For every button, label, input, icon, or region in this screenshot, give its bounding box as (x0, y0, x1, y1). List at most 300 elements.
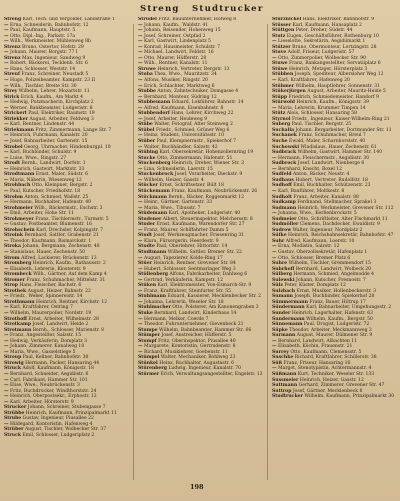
entry-details: Emil, Buchhalter, Schützenstr. 23 (291, 183, 371, 189)
entry-surname: Stübe (138, 122, 153, 128)
entry-details: Karl, Apotheker, Ludgeristr. 40 (167, 211, 241, 217)
entry-surname: Stützer (272, 44, 291, 50)
entry-details: Karl, Kraftfahrer, Ostring 7 (8, 305, 73, 311)
entry-surname: Sudbrack (272, 150, 297, 156)
entry-surname: — (4, 155, 9, 161)
entry-surname: Sümmermann (272, 299, 308, 305)
entry-details: Friedrich, Schmiedemeister, Handorf 9 (287, 94, 379, 100)
entry-surname: — (4, 399, 9, 405)
entry-details: Luise, Wwe., Ringstr. 27 (8, 155, 67, 161)
entry-surname: Stubbendorf (138, 111, 170, 117)
entry-details: Karl, Bauführer, Moltkestr. 8 (276, 188, 345, 194)
entry-details: Bernhard, Landwirt, Wolbeck 20 (294, 266, 372, 272)
entry-surname: — (138, 22, 143, 28)
entry-surname: Styrnol (272, 116, 291, 122)
entry-surname: Stuhlmacher (138, 305, 171, 311)
entry-details: Hermann, Buchhalter, Hafenstr. 40 (8, 200, 92, 206)
entry-surname: Stüken (138, 283, 157, 289)
entry-details: Karl, Gastwirt, Lindenplatz 5 (142, 39, 211, 45)
entry-details: Bernh., Schlosser, Marienstr. 8 (31, 327, 105, 333)
entry-surname: Strüber (4, 427, 24, 433)
entry-surname: — (138, 133, 143, 139)
entry-surname: — (138, 61, 143, 67)
entry-surname: — (272, 39, 277, 45)
entry-surname: — (4, 349, 9, 355)
entry-details: Peter, Dreher, Südstr. 44 (294, 28, 353, 34)
entry-surname: Stüber (138, 139, 156, 145)
entry-details: Maria, Näherin, Wiesenweg 12 (8, 177, 82, 183)
entry-surname: Sudhaus (272, 177, 294, 183)
entry-surname: Sülberg (272, 272, 292, 278)
page-number: 198 (190, 483, 204, 491)
entry-surname: Strohbach (4, 183, 31, 189)
entry-details: Wilh., Gärtner, Auf dem Kamp 4 (31, 272, 107, 278)
entry-surname: Stroka (4, 244, 21, 250)
entry-surname: — (4, 377, 9, 383)
directory-entry (272, 394, 396, 400)
entry-surname: Sunder (272, 310, 291, 316)
entry-surname: — (272, 188, 277, 194)
entry-details: Wladislaus, Hauer, Zechenstr. 61 (299, 144, 377, 150)
entry-surname: Stuke (138, 310, 153, 316)
entry-details: Heinrich, Gastwirt, Marktstr. 33 (8, 166, 85, 172)
directory-column-3 (272, 17, 396, 485)
entry-details: Hans, Schlosser, Weststr. 14 (8, 66, 76, 72)
entry-surname: — (4, 122, 9, 128)
entry-details: August, Tischler, Wolbecker Str. 37 (23, 427, 107, 433)
entry-details: Wilhelm, Tischler, Gremmendorf 15 (287, 261, 371, 267)
entry-details: Walter, Buchhändler, Salzstr. 42 (142, 144, 218, 150)
entry-details: Hugo, Polizeibeamter, Kampstr. 23 II (8, 78, 96, 84)
entry-details: Alfons, Musiker, Ringstr. 20 (142, 78, 208, 84)
entry-surname: — (4, 338, 9, 344)
entry-details: Ernst, Kaufmann, Warendorfer Str. 27 (155, 222, 245, 228)
entry-surname: Stuwe (272, 61, 288, 67)
entry-surname: — (272, 105, 277, 111)
entry-surname: — (138, 205, 143, 211)
entry-details: Otto, Polsterer, Am Kanonengraben 3 (170, 305, 259, 311)
entry-surname: Struck (4, 366, 22, 372)
entry-surname: Strowig (4, 360, 24, 366)
entry-surname: — (272, 55, 277, 61)
entry-surname: — (138, 322, 143, 328)
entry-details: Otto, Maurer, Hüfferstr. 28 (142, 55, 207, 61)
entry-surname: Süßmann (272, 372, 297, 377)
entry-details: Heinrich, Rentner, Grevener Str. 84 (151, 261, 236, 267)
entry-surname: — (4, 139, 9, 145)
entry-surname: Suhr (272, 238, 285, 244)
entry-surname: — (272, 166, 277, 172)
entry-details: Walter, Mechaniker, Bohlweg 23 (159, 355, 236, 361)
entry-surname: — (138, 299, 143, 305)
entry-details: Franz, Arbeiter, Kanalstr. 88 (291, 194, 359, 200)
entry-details: Konrad, Hausmeister, Schulstr. 7 (142, 44, 221, 50)
entry-details: Erna, Schneiderin, Bahnhofstr. 12 (8, 22, 89, 28)
entry-details: Fritz, Zimmermann, Lange Str. 7 (33, 127, 112, 133)
entry-surname: — (4, 50, 9, 56)
entry-details: Hermann, Packer, Hansaring 44 (23, 360, 100, 366)
entry-details: Joseph, Spediteur, Albersloher Weg 12 (293, 72, 384, 78)
entry-details: Alfred, Kaufmann, Eisenbahnstr. 8 (142, 105, 224, 111)
entry-surname: Suchowski (272, 144, 300, 150)
entry-surname: Stürwold (272, 100, 295, 106)
entry-surname: Stünkel (138, 360, 158, 366)
entry-details: Heinz, Buchhalter, Augustastr. 6 (157, 360, 235, 366)
entry-surname: Sussmeier (272, 377, 299, 383)
entry-details: Josef, Schreiner, Ostpfad 2 (142, 33, 206, 39)
entry-details: Wilhelm, Kaufm., Bergstr. 50 (304, 316, 373, 322)
entry-surname: — (138, 316, 143, 322)
entry-details: Erich, Verwaltungsangestellter, Engelstr. 13 (159, 372, 263, 377)
entry-surname: Stubbemann (138, 100, 171, 106)
entry-surname: — (272, 211, 277, 217)
entry-surname: Strohmeier (4, 205, 33, 211)
entry-surname: Suchanek (272, 133, 297, 139)
entry-details: Johann, Maurer, Borgstr. 77 I (8, 50, 78, 56)
entry-surname: Sudbrock (272, 161, 297, 167)
entry-surname: — (272, 78, 277, 84)
entry-surname: Striekker (4, 116, 28, 122)
entry-surname: Stucke (138, 155, 156, 161)
entry-details: Fritz, Buchdrucker, Windthorststr. 24 (8, 388, 97, 394)
entry-surname: Stüsser (272, 22, 292, 28)
entry-details: Gustav, Ingenieur, Piusallee 22 (21, 416, 94, 422)
directory-column-1 (4, 17, 128, 485)
entry-surname: — (138, 255, 143, 261)
entry-details: Josef, Bahnarbeiter, Gartenstr. 15 (8, 139, 88, 145)
entry-surname: — (272, 249, 277, 255)
entry-surname: — (138, 166, 143, 172)
entry-details: Bernhard, Knecht, Roxel 12 (276, 166, 343, 172)
entry-details: Johann, Reisender, Hohenweg 15 (142, 28, 221, 34)
entry-details: August, Heizer, Bahnstr. 22 (26, 288, 91, 294)
entry-details: Johanna, Wwe., Kerßenbrockstr. 5 (276, 211, 357, 217)
entry-details: Wilhelm, Hauptlehrer, Sonnenstr. 31 (294, 83, 381, 89)
entry-details: Heinrich, Kaufm., Königsstr. 39 (294, 100, 369, 106)
entry-surname: Stroup (4, 355, 22, 361)
entry-surname: — (4, 22, 9, 28)
entry-details: Robert, Bäckerei, Tecklenb. Str. 6 (8, 61, 88, 67)
entry-details: Bernhard, Landwirt, Albachten 11 (276, 338, 358, 344)
entry-surname: Stüer (138, 261, 152, 267)
entry-details: Otto, Dipl.-Ing., Parkstr. 17a (8, 33, 76, 39)
entry-surname: — (138, 238, 143, 244)
entry-details: Otto, Klempner, Bergstr. 2 (30, 183, 93, 189)
entry-surname: — (4, 33, 9, 39)
entry-details: Bernhard, Monteur, Südring 12 (142, 94, 217, 100)
entry-details: Ernst, Musiker, Hollenbeckerstr. 3 (295, 288, 377, 294)
entry-details: Eduard, Kassierer, Mecklenbecker Str. 2 (166, 294, 262, 300)
entry-surname: Suche (272, 139, 288, 145)
entry-surname: Strotmann (4, 327, 32, 333)
entry-details: Otto, Zimmerpolier, Wolbecker Str. 90 (276, 55, 366, 61)
entry-details: Franz, Bankangestellter, Servatiiplatz 6 (287, 61, 381, 67)
entry-details: Alfred, Kaufmann, Loerstr. 10 (284, 238, 355, 244)
entry-surname: Stüpp (272, 94, 288, 100)
entry-details: Heinrich, Metzger, Hörsterplatz 3 (287, 66, 368, 72)
entry-details: Karl, Rentner, Lindenstr. 44 (8, 122, 75, 128)
entry-details: Franz, Kaufmann, Neubrückenstr. 26 (169, 188, 258, 194)
entry-details: Karl, Obersekretär, Hohenzollernring 19 (158, 150, 254, 156)
entry-details: Wilh., Bäckermstr., Eschstr. 3 (32, 205, 103, 211)
entry-details: Erich, Kaufm., Am Markt 4 (19, 94, 84, 100)
entry-surname: Strothmann (4, 299, 35, 305)
entry-surname: Suttmann (272, 383, 298, 389)
entry-surname: — (138, 39, 143, 45)
entry-details: Wilhelm, Heizer, Gasstr. 4 (142, 177, 204, 183)
entry-surname: — (138, 55, 143, 61)
entry-surname: Stumpe (138, 327, 158, 333)
entry-details: Anton, Zahntechniker, Domgasse 4 (155, 89, 239, 95)
entry-surname: Strotbek (4, 288, 27, 294)
entry-surname: Strudel (138, 17, 157, 22)
directory-columns (4, 17, 396, 485)
entry-details: Eugen, Geschäftsführer, Rothenburg 10 (285, 33, 379, 39)
entry-details: Heinrich, Dreher, Wiener Str. 3 (170, 161, 245, 167)
entry-surname: Stumpf (138, 338, 157, 344)
entry-details: Otto, Schriftleiter, Alter Fischmarkt 11 (296, 216, 388, 222)
entry-surname: Strübbe (4, 410, 25, 416)
entry-details: Paul, Kutscher, Friedhofstr. 18 (8, 188, 81, 194)
entry-details: Richard, Kraftfahrer, Schillerstr. 38 (293, 355, 377, 361)
entry-details: Paul, Drogist, Ludgeristr. 72 (302, 322, 370, 328)
entry-details: Johann, Schreiner, Stubengasse 7 (26, 405, 106, 411)
entry-details: Ernst, Maler, Südstr. 6 (34, 172, 89, 178)
entry-surname: Stuckenbrock (138, 172, 174, 178)
entry-details: Wilhelm, Sattler, Bremer Str. 22 (166, 249, 242, 255)
entry-details: Karl, Elektromeister, Von-Esmarch-Str. 9 (156, 283, 252, 289)
entry-details: Theodor, Arbeiter, Meckmannweg 3 (287, 327, 372, 333)
entry-details: Thea, Wwe., Mauritzstr. 34 (152, 72, 217, 78)
entry-surname: Stürenberg (138, 366, 167, 372)
entry-details: Adolf, Friseur, Ludgeristr. 57 (286, 50, 355, 56)
entry-details: Friedr., Weber, Spinnereistr. 14 (8, 294, 83, 300)
entry-details: Stanislaus, Hauer, Zechenstr. 50 (8, 249, 85, 255)
entry-surname: Stutz (272, 33, 286, 39)
entry-details: Hans, Lehrer, Kirchweg 22 (169, 111, 234, 117)
entry-surname: — (138, 349, 143, 355)
entry-details: Theodor, Kaufmann, Bismarckstr. 1 (8, 238, 92, 244)
entry-surname: — (4, 222, 9, 228)
entry-surname: — (4, 305, 9, 311)
entry-surname: Stücker (138, 183, 158, 189)
entry-surname: Studtrucker (272, 394, 303, 400)
entry-surname: — (4, 100, 9, 106)
entry-details: Otto, Kaufmann, Clemensstr. 5 (288, 349, 362, 355)
entry-surname: — (4, 133, 9, 139)
entry-details: Heinrich, Vertreter, Bergstr. 13 (155, 66, 230, 72)
entry-details: Heinrich, Rentner, Kirchstr. 12 (34, 299, 108, 305)
entry-details: Otto, Schlosser, Bremer Platz 6 (276, 255, 351, 261)
entry-details: Hans, Fleischer, Bachstr. 6 (18, 283, 82, 289)
page-footer (0, 483, 400, 493)
entry-surname: Sudmöller (272, 222, 299, 228)
entry-surname: Strick (4, 94, 20, 100)
entry-details: Lieselotte, Sekretärin, Aegidiimarkt 1 (276, 39, 366, 45)
entry-surname: — (4, 383, 9, 389)
entry-surname: Strucker (4, 405, 27, 411)
entry-surname: — (4, 188, 9, 194)
entry-surname: Studener (138, 216, 162, 222)
entry-surname: Sulewski (272, 277, 295, 283)
entry-details: Hermann, Melker, Coerde 7 (142, 316, 209, 322)
entry-details: Bernh., Bäcker, Roggenmarkt 12 (166, 194, 245, 200)
entry-surname: — (4, 249, 9, 255)
entry-details: Heinrich, Kaufmann, Prinzipalmarkt 11 (24, 410, 117, 416)
entry-surname: Studte (138, 244, 155, 250)
entry-details: Wilh., Tischler, Breite Str. 30 (8, 83, 77, 89)
entry-details: Fritz, Bauunternehmer, Hofweg 8 (156, 17, 237, 22)
entry-details: Adolf, Kaufmann, Königsstr. 18 (21, 366, 94, 372)
entry-details: Emil, Schlosser, Ludgeriplatz 2 (21, 433, 95, 439)
entry-surname: Stuckenberg (138, 161, 171, 167)
entry-surname: — (272, 344, 277, 350)
entry-surname: Süß (272, 360, 283, 366)
entry-details: Paul, Elektriker, Baumstr. 19 (26, 111, 95, 117)
entry-surname: Sudmeier (272, 216, 297, 222)
entry-surname: Strodt (4, 161, 21, 167)
entry-surname: Stromer (4, 277, 25, 283)
entry-surname: Suhrhoff (272, 266, 295, 272)
entry-details: Karl, Tech. und Vergolder, Landstraße 1 (21, 17, 115, 22)
entry-surname: Sülz (272, 283, 283, 289)
entry-details: Wilhelm, Kaufmann, Prinzipalmarkt 30 (302, 394, 395, 400)
entry-details: Hermann, Schmied, Angelmodde 4 (291, 272, 375, 278)
entry-details: Ferdinand, Stellmacher, Sprakel 3 (295, 200, 377, 206)
entry-details: Walter, Fotograf, Alter Steinweg 2 (152, 122, 233, 128)
entry-details: Elise, Wwe., Neubrückenstr. 3 (8, 383, 80, 389)
entry-details: Emil, Arbeiter, Hohe Str. 11 (8, 211, 75, 217)
entry-surname: Studt (138, 233, 152, 239)
entry-details: Paul, Klempnermstr., Spiekerhof 7 (155, 139, 236, 145)
entry-details: Peter, Küster, Domplatz 12 (282, 283, 346, 289)
entry-surname: Stübben (272, 72, 294, 78)
entry-details: Gustav, Postbeamter, Blumenstr. 16 (8, 222, 92, 228)
entry-surname: — (138, 277, 143, 283)
entry-surname: — (4, 150, 9, 156)
entry-surname: Strenz (4, 44, 21, 50)
entry-details: Heinrich, Oberpostsekr., Erphostr. 12 (8, 394, 97, 400)
entry-surname: — (138, 288, 143, 294)
entry-surname: Sundermann (272, 316, 305, 322)
entry-surname: — (138, 116, 143, 122)
entry-surname: Strotkamp (4, 322, 31, 328)
entry-details: Franz, Bauer, Hiltrup 17 (307, 299, 366, 305)
entry-details: Heinrich, Heizer, Gasstr. 12 (298, 377, 364, 383)
entry-details: Alfons, Fabrikarbeiter, Dahlweg 6 (168, 272, 248, 278)
header-left-keyword: Streng (140, 4, 180, 14)
entry-details: Wilh., Werkmeister, Mühlenweg 8b (8, 39, 91, 45)
entry-surname: Studtmann (138, 249, 167, 255)
entry-details: Paul, Oberlehrer, Hittorfstr. 14 (154, 244, 228, 250)
entry-surname: — (138, 105, 143, 111)
entry-details: Hedwig, Putzmacherin, Kirchplatz 2 (8, 100, 94, 106)
entry-details: Friedr., Ingenieur, Kaiser-Wilhelm-Ring 21 (290, 116, 390, 122)
entry-surname: — (4, 344, 9, 350)
entry-details: Alfred, Lackierer, Brückenstr. 13 (19, 255, 97, 261)
entry-details: Franz, Schuhmacher, Mittelstr. 31 (24, 277, 106, 283)
entry-surname: — (138, 78, 143, 84)
entry-details: Ernst, Schriftsetzer, Bült 18 (157, 183, 224, 189)
entry-details: Theodor, Fuhrunternehmer, Gievenbeck 21 (142, 322, 244, 328)
header-right-keyword: Studtrucker (192, 4, 264, 14)
entry-details: Johann, Zimmerer, Kanalweg 10 (8, 344, 85, 350)
entry-details: Hermann, Fleischermstr., Aegidiistr. 30 (276, 155, 370, 161)
entry-details: Heinrich, Lagerhalter, Hafenstr. 63 (290, 310, 374, 316)
entry-details: Franz, Schreiner, Neustadt 5 (19, 72, 89, 78)
entry-details: Johanna, Lehrerin, Weseler Str. 18 (142, 299, 224, 305)
entry-surname: Sünnemann (272, 322, 303, 328)
entry-details: August, Arbeiter, Mauritz-Heide 5 (305, 89, 386, 95)
entry-surname: Surrey (272, 349, 289, 355)
entry-details: Walter, Ingenieur, Nordplatz 2 (291, 227, 363, 233)
entry-surname: — (4, 83, 9, 89)
entry-surname: — (272, 338, 277, 344)
page-header (0, 4, 400, 16)
entry-details: Wilhelm, Gastwirt, Hammer Str. 140 (296, 150, 382, 156)
entry-details: Karl, Bahnarbeiter, Umgehungsstr. 2 (304, 305, 392, 311)
entry-details: Karl, Kraftfahrer, Hafenweg 20 (276, 78, 350, 84)
entry-surname: Strey (4, 89, 18, 95)
entry-surname: — (4, 28, 9, 34)
directory-entry (4, 433, 128, 439)
entry-surname: Stübing (138, 150, 159, 156)
entry-surname: — (138, 144, 143, 150)
entry-details: Georg, Uhrmacher, Hindenburgpl. 10 (22, 144, 111, 150)
entry-details: Karl, Kaufmann, Hansaplatz 2 (291, 22, 362, 28)
entry-details: Werner, Bankbeamter, Ludgeristr. 8 (8, 105, 93, 111)
entry-surname: Streng (4, 17, 22, 22)
entry-details: Bernhard, Sattler, Grabenstr. 21 (23, 233, 99, 239)
entry-surname: — (138, 33, 143, 39)
entry-details: Bruno, Ostertor, Hofstr. 29 (20, 44, 84, 50)
entry-surname: Strom (4, 255, 20, 261)
entry-surname: — (4, 372, 9, 377)
entry-surname: Stümper (138, 333, 160, 339)
entry-surname: — (4, 294, 9, 300)
entry-details: Erich, Schlachter, Marktweg 6 (142, 83, 215, 89)
entry-details: August, Arbeiter, Feldweg 3 (28, 116, 94, 122)
entry-surname: — (4, 166, 9, 172)
entry-surname: Struwe (138, 66, 156, 72)
entry-details: Paul, Kellner, Bahnhofstr. 30 (21, 355, 89, 361)
entry-surname: — (4, 66, 9, 72)
entry-surname: — (138, 344, 143, 350)
entry-surname: — (4, 310, 9, 316)
entry-surname: Studer (138, 222, 156, 228)
entry-details: Wilh., Rentner, Kanalstr. 11 (142, 61, 208, 67)
entry-details: Joseph, Buchbinder, Spiekerhof 28 (292, 294, 375, 300)
entry-details: Erna, Modistin, Salzstr. 12 (276, 244, 340, 250)
entry-surname: Sudmann (272, 205, 297, 211)
entry-details: Josef, Landwirt, Nienberge 6 (296, 161, 365, 167)
entry-surname: Stürmer (138, 372, 160, 377)
entry-details: Gerhard, Zimmerer, Grevener Str. 47 (297, 383, 385, 389)
entry-details: Hedwig, Verkäuferin, Domplatz 3 (8, 338, 87, 344)
entry-surname: Suberg (272, 122, 291, 128)
entry-details: Lina, Schneiderin, Laerstr. 15 (142, 166, 213, 172)
entry-surname: Striekmann (4, 127, 34, 133)
entry-surname: Strube (4, 416, 22, 422)
entry-surname: — (272, 366, 277, 372)
entry-surname: Stückmann (138, 194, 167, 200)
entry-surname: — (138, 200, 143, 206)
entry-details: Franz, Kraftfahrer, Steinfurter Str. 55 (142, 288, 232, 294)
entry-surname: Struck (4, 433, 22, 439)
entry-surname: Stückemann (138, 188, 170, 194)
entry-surname: — (4, 39, 9, 45)
entry-surname: Stuhlmann (138, 294, 167, 300)
